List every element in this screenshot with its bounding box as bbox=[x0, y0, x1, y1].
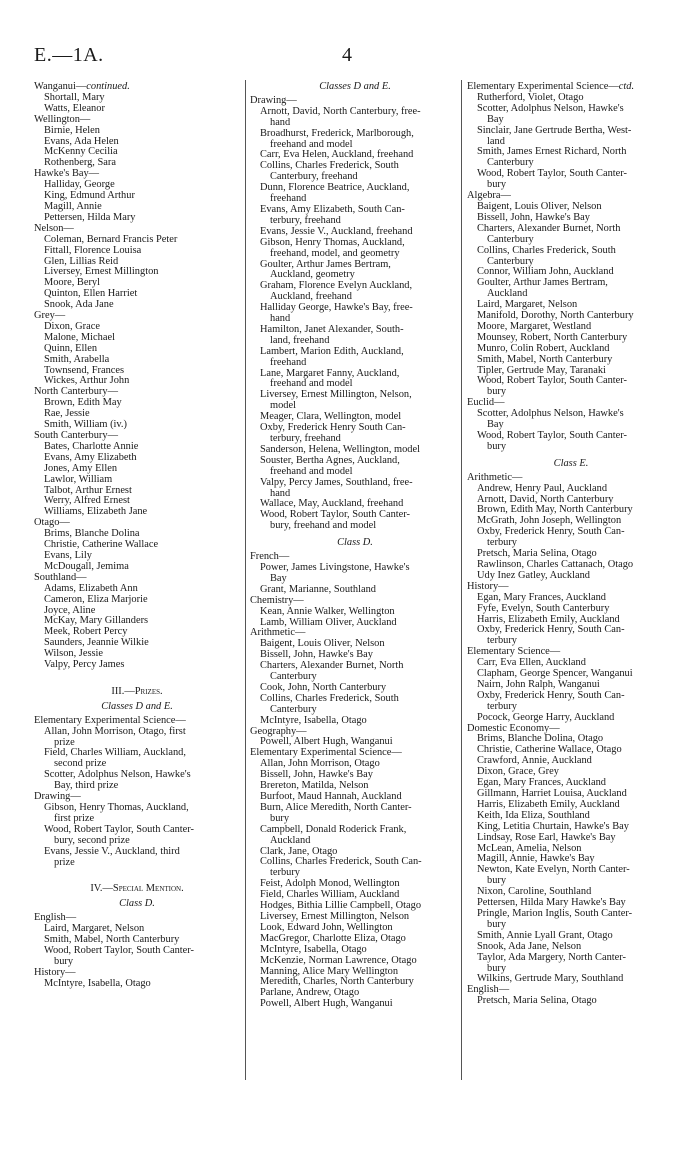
list-item: Clapham, George Spencer, Wanganui bbox=[477, 668, 633, 680]
subject-heading: Algebra— bbox=[467, 190, 511, 202]
list-item: Williams, Elizabeth Jane bbox=[44, 506, 148, 518]
district-heading: South Canterbury— bbox=[34, 430, 118, 441]
list-item-cont: bury bbox=[270, 812, 290, 824]
list-item: Scotter, Adolphus Nelson, Hawke's bbox=[477, 102, 624, 114]
class-heading: Class E. bbox=[553, 457, 589, 469]
list-item: Scotter, Adolphus Nelson, Hawke's bbox=[44, 769, 191, 781]
list-item: Udy Inez Gatley, Auckland bbox=[477, 569, 591, 581]
subject-heading: Chemistry— bbox=[250, 594, 304, 606]
list-item-cont: Bay bbox=[487, 419, 504, 431]
list-item: Pettersen, Hilda Mary bbox=[44, 211, 136, 223]
list-item: Brown, Edith May bbox=[44, 397, 122, 409]
list-item: Laird, Margaret, Nelson bbox=[477, 299, 578, 311]
list-item: Allan, John Morrison, Otago bbox=[260, 758, 380, 770]
list-item: Egan, Mary Frances, Auckland bbox=[477, 777, 606, 789]
class-heading: Class D. bbox=[337, 537, 373, 549]
list-item: Powell, Albert Hugh, Wanganui bbox=[260, 998, 393, 1010]
list-item-cont: first prize bbox=[54, 812, 95, 824]
list-item-cont: second prize bbox=[54, 758, 107, 770]
list-item: Christie, Catherine Wallace bbox=[44, 539, 159, 551]
list-item: Allan, John Morrison, Otago, first bbox=[44, 725, 186, 737]
list-item: Munro, Colin Robert, Auckland bbox=[477, 342, 610, 354]
list-item: Smith, Arabella bbox=[44, 353, 110, 365]
list-item-cont: model bbox=[270, 400, 296, 412]
list-item: Laird, Margaret, Nelson bbox=[44, 923, 145, 935]
list-item: McIntyre, Isabella, Otago bbox=[260, 943, 367, 955]
list-item: Harris, Elizabeth Emily, Auckland bbox=[477, 798, 620, 810]
list-item: Glen, Lillias Reid bbox=[44, 255, 119, 267]
list-item: Halliday George, Hawke's Bay, free- bbox=[260, 302, 413, 314]
list-item: Brims, Blanche Dolina bbox=[44, 528, 140, 540]
list-item: Souster, Bertha Agnes, Auckland, bbox=[260, 454, 400, 466]
list-item: Evans, Ada Helen bbox=[44, 135, 119, 147]
list-item-cont: bury bbox=[487, 962, 507, 974]
list-item-cont: Canterbury bbox=[487, 157, 534, 169]
district-heading: Hawke's Bay— bbox=[34, 168, 100, 180]
list-item-cont: freehand, model, and geometry bbox=[270, 247, 400, 259]
list-item: Smith, Mabel, North Canterbury bbox=[44, 934, 180, 946]
subject-heading: English— bbox=[34, 912, 77, 924]
subject-heading: Elementary Experimental Science— bbox=[34, 714, 186, 726]
classes-heading: Classes D and E. bbox=[101, 700, 173, 712]
list-item: Werry, Alfred Ernest bbox=[44, 495, 130, 507]
list-item-cont: bury, freehand and model bbox=[270, 520, 377, 532]
list-item-cont: Bay bbox=[270, 572, 287, 584]
subject-heading: Euclid— bbox=[467, 397, 505, 409]
list-item: Wallace, May, Auckland, freehand bbox=[260, 498, 404, 510]
list-item: Evans, Jessie V., Auckland, third bbox=[44, 845, 180, 857]
list-item: Brims, Blanche Dolina, Otago bbox=[477, 733, 604, 745]
list-item: Fittall, Florence Louisa bbox=[44, 244, 142, 256]
list-item: Snook, Ada Jane, Nelson bbox=[477, 940, 582, 952]
district-heading: Wanganui—continued. bbox=[34, 81, 130, 92]
list-item-cont: terbury, freehand bbox=[270, 214, 341, 226]
list-item: Cameron, Eliza Marjorie bbox=[44, 593, 148, 605]
subject-heading: French— bbox=[250, 551, 290, 563]
list-item: Brown, Edith May, North Canterbury bbox=[477, 504, 633, 516]
list-item: Collins, Charles Frederick, South bbox=[477, 244, 616, 256]
list-item: Quinn, Ellen bbox=[44, 342, 98, 354]
section-heading-special-mention: IV.—Special Mention. bbox=[90, 883, 184, 895]
list-item: Oxby, Frederick Henry, South Can- bbox=[477, 624, 625, 636]
column-2 bbox=[250, 82, 460, 1010]
list-item: Gibson, Henry Thomas, Auckland, bbox=[260, 236, 405, 248]
district-heading: North Canterbury— bbox=[34, 386, 118, 398]
list-item: Wood, Robert Taylor, South Canter- bbox=[44, 823, 194, 835]
list-item: Christie, Catherine Wallace, Otago bbox=[477, 744, 622, 756]
list-item: Crawford, Annie, Auckland bbox=[477, 755, 592, 767]
list-item: Smith, Annie Lyall Grant, Otago bbox=[477, 929, 613, 941]
list-item-cont: terbury bbox=[487, 635, 518, 647]
list-item-cont: Canterbury bbox=[487, 255, 534, 267]
district-heading: Nelson— bbox=[34, 222, 74, 234]
list-item-cont: terbury bbox=[487, 537, 518, 549]
list-item: Egan, Mary Frances, Auckland bbox=[477, 591, 606, 603]
list-item: Rothenberg, Sara bbox=[44, 157, 116, 169]
list-item: Nairn, John Ralph, Wanganui bbox=[477, 678, 600, 690]
list-item: Carr, Eva Helen, Auckland, freehand bbox=[260, 149, 414, 161]
list-item: MacGregor, Charlotte Eliza, Otago bbox=[260, 932, 406, 944]
list-item-cont: bury bbox=[487, 918, 507, 930]
list-item: Talbot, Arthur Ernest bbox=[44, 484, 132, 496]
list-item: Evans, Lily bbox=[44, 549, 92, 561]
list-item: Wood, Robert Taylor, South Canter- bbox=[477, 168, 627, 180]
district-heading: Grey— bbox=[34, 310, 66, 322]
list-item-cont: hand bbox=[270, 487, 291, 499]
list-item: McLean, Amelia, Nelson bbox=[477, 842, 582, 854]
list-item: Arnott, David, North Canterbury, free- bbox=[260, 105, 421, 117]
list-item-cont: Auckland, freehand bbox=[270, 291, 352, 303]
list-item: Arnott, David, North Canterbury bbox=[477, 493, 614, 505]
list-item: Keith, Ida Eliza, Southland bbox=[477, 809, 590, 821]
list-item: Graham, Florence Evelyn Auckland, bbox=[260, 280, 413, 292]
list-item-cont: freehand and model bbox=[270, 138, 353, 150]
list-item: Campbell, Donald Roderick Frank, bbox=[260, 823, 407, 835]
list-item: Pretsch, Maria Selina, Otago bbox=[477, 995, 597, 1007]
subject-heading: Arithmetic— bbox=[467, 471, 523, 483]
subject-heading: History— bbox=[34, 966, 76, 978]
list-item: Parlane, Andrew, Otago bbox=[260, 987, 360, 999]
list-item: Fyfe, Evelyn, South Canterbury bbox=[477, 602, 610, 614]
list-item-cont: terbury, freehand bbox=[270, 433, 341, 444]
list-item-cont: Canterbury, freehand bbox=[270, 171, 358, 183]
list-item: Jones, Amy Ellen bbox=[44, 462, 118, 474]
subject-heading: Elementary Experimental Science— bbox=[250, 747, 402, 759]
list-item-cont: prize bbox=[54, 856, 75, 868]
list-item: Goulter, Arthur James Bertram, bbox=[260, 258, 391, 270]
list-item-cont: Canterbury bbox=[270, 703, 317, 715]
list-item: Lindsay, Rose Earl, Hawke's Bay bbox=[477, 831, 616, 843]
list-item: Snook, Ada Jane bbox=[44, 299, 114, 311]
list-item-cont: bury, second prize bbox=[54, 834, 130, 846]
list-item: Charters, Alexander Burnet, North bbox=[477, 222, 621, 234]
list-item: Scotter, Adolphus Nelson, Hawke's bbox=[477, 408, 624, 420]
list-item: Pringle, Marion Inglis, South Canter- bbox=[477, 907, 633, 919]
list-item: Mounsey, Robert, North Canterbury bbox=[477, 331, 628, 343]
page-number: 4 bbox=[342, 44, 352, 66]
list-item-cont: freehand and model bbox=[270, 378, 353, 390]
list-item: Burfoot, Maud Hannah, Auckland bbox=[260, 791, 402, 802]
list-item-cont: bury bbox=[54, 955, 74, 967]
list-item: Pettersen, Hilda Mary Hawke's Bay bbox=[477, 897, 626, 909]
list-item: Valpy, Percy James, Southland, free- bbox=[260, 476, 413, 488]
list-item: Dixon, Grace, Grey bbox=[477, 766, 559, 778]
list-item: Bissell, John, Hawke's Bay bbox=[260, 769, 373, 781]
list-item: Pretsch, Maria Selina, Otago bbox=[477, 548, 597, 560]
list-item: Shortall, Mary bbox=[44, 91, 105, 103]
district-heading: Wellington— bbox=[34, 113, 91, 125]
list-item: McDougall, Jemima bbox=[44, 560, 129, 572]
list-item: Charters, Alexander Burnet, North bbox=[260, 660, 404, 672]
list-item: Lambert, Marion Edith, Auckland, bbox=[260, 345, 404, 357]
district-heading: Southland— bbox=[34, 571, 87, 583]
column-divider bbox=[245, 80, 246, 1080]
list-item: Power, James Livingstone, Hawke's bbox=[260, 561, 410, 573]
list-item: McIntyre, Isabella, Otago bbox=[260, 714, 367, 726]
subject-heading: Geography— bbox=[250, 725, 307, 737]
list-item-cont: freehand and model bbox=[270, 465, 353, 477]
list-item-cont: bury bbox=[487, 440, 507, 452]
list-item: Wood, Robert Taylor, South Canter- bbox=[477, 375, 627, 387]
list-item: Collins, Charles Frederick, South bbox=[260, 160, 399, 172]
list-item: Goulter, Arthur James Bertram, bbox=[477, 277, 608, 289]
list-item: Wood, Robert Taylor, South Canter- bbox=[260, 509, 410, 521]
list-item: Bates, Charlotte Annie bbox=[44, 440, 139, 452]
list-item: Wood, Robert Taylor, South Canter- bbox=[44, 944, 194, 956]
list-item: Powell, Albert Hugh, Wanganui bbox=[260, 736, 393, 748]
list-item-cont: Canterbury bbox=[270, 671, 317, 683]
list-item: Sanderson, Helena, Wellington, model bbox=[260, 443, 420, 455]
list-item: Taylor, Ada Margery, North Canter- bbox=[477, 951, 626, 963]
list-item-cont: Auckland, geometry bbox=[270, 269, 355, 281]
list-item: McIntyre, Isabella, Otago bbox=[44, 977, 151, 989]
column-divider bbox=[461, 80, 462, 1080]
list-item-cont: terbury bbox=[270, 867, 301, 879]
list-item: Magill, Annie, Hawke's Bay bbox=[477, 853, 595, 865]
list-item: Rae, Jessie bbox=[44, 408, 90, 420]
list-item: Moore, Margaret, Westland bbox=[477, 320, 592, 332]
list-item: Baigent, Louis Oliver, Nelson bbox=[477, 200, 602, 212]
list-item: Hamilton, Janet Alexander, South- bbox=[260, 323, 404, 335]
list-item: Cook, John, North Canterbury bbox=[260, 681, 387, 693]
list-item: Liversey, Ernest Millington bbox=[44, 266, 159, 278]
list-item: Oxby, Frederick Henry South Can- bbox=[260, 422, 406, 434]
list-item: Kean, Annie Walker, Wellington bbox=[260, 605, 395, 617]
list-item: Saunders, Jeannie Wilkie bbox=[44, 637, 149, 649]
district-heading: Otago— bbox=[34, 517, 70, 529]
list-item: Smith, Mabel, North Canterbury bbox=[477, 353, 613, 365]
list-item: Birnie, Helen bbox=[44, 124, 100, 136]
list-item: Field, Charles William, Auckland bbox=[260, 889, 400, 901]
list-item: Feist, Adolph Monod, Wellington bbox=[260, 878, 400, 890]
list-item: Dixon, Grace bbox=[44, 320, 100, 332]
list-item: Wickes, Arthur John bbox=[44, 375, 130, 387]
list-item: Manifold, Dorothy, North Canterbury bbox=[477, 310, 634, 322]
list-item-cont: Auckland bbox=[270, 834, 311, 846]
list-item: Gibson, Henry Thomas, Auckland, bbox=[44, 802, 189, 813]
list-item: Quinton, Ellen Harriet bbox=[44, 288, 138, 300]
list-item: Gillmann, Harriet Louisa, Auckland bbox=[477, 788, 627, 799]
list-item: Evans, Amy Elizabeth, South Can- bbox=[260, 203, 405, 215]
list-item: Rawlinson, Charles Cattanach, Otago bbox=[477, 558, 634, 570]
list-item: King, Letitia Churtain, Hawke's Bay bbox=[477, 820, 629, 832]
subject-heading: English— bbox=[467, 984, 510, 996]
list-item: McKay, Mary Gillanders bbox=[44, 615, 149, 627]
list-item: Wilkins, Gertrude Mary, Southland bbox=[477, 973, 624, 985]
list-item: Evans, Jessie V., Auckland, freehand bbox=[260, 225, 413, 237]
list-item: Grant, Marianne, Southland bbox=[260, 583, 377, 595]
list-item-cont: bury bbox=[487, 386, 507, 398]
list-item: Harris, Elizabeth Emily, Auckland bbox=[477, 613, 620, 625]
list-item: Carr, Eva Ellen, Auckland bbox=[477, 657, 586, 669]
list-item: Field, Charles William, Auckland, bbox=[44, 747, 186, 759]
list-item-cont: Canterbury bbox=[487, 233, 534, 245]
subject-heading: Arithmetic— bbox=[250, 627, 306, 639]
list-item: Connor, William John, Auckland bbox=[477, 266, 614, 278]
list-item-cont: Bay, third prize bbox=[54, 780, 119, 792]
list-item-cont: bury bbox=[487, 179, 507, 191]
list-item: Sinclair, Jane Gertrude Bertha, West- bbox=[477, 124, 632, 136]
list-item: Nixon, Caroline, Southland bbox=[477, 886, 592, 898]
list-item-cont: Bay bbox=[487, 113, 504, 125]
page-header bbox=[34, 44, 674, 68]
list-item: Collins, Charles Frederick, South Can- bbox=[260, 856, 422, 868]
list-item: Broadhurst, Frederick, Marlborough, bbox=[260, 127, 414, 139]
list-item: Lawlor, William bbox=[44, 473, 113, 485]
list-item: Evans, Amy Elizabeth bbox=[44, 451, 137, 463]
list-item: Newton, Kate Evelyn, North Canter- bbox=[477, 864, 630, 876]
subject-heading: Drawing— bbox=[250, 94, 297, 106]
subject-heading: Elementary Experimental Science—ctd. bbox=[467, 81, 635, 92]
classes-heading: Classes D and E. bbox=[319, 81, 391, 92]
list-item: Valpy, Percy James bbox=[44, 659, 125, 671]
subject-heading: Drawing— bbox=[34, 791, 81, 803]
list-item: King, Edmund Arthur bbox=[44, 190, 135, 202]
list-item: Tipler, Gertrude May, Taranaki bbox=[477, 364, 606, 376]
list-item: Hodges, Bithia Lillie Campbell, Otago bbox=[260, 900, 422, 912]
list-item: Bissell, John, Hawke's Bay bbox=[477, 211, 590, 223]
list-item-cont: land, freehand bbox=[270, 334, 330, 346]
column-3 bbox=[467, 82, 675, 1007]
list-item: Lamb, William Oliver, Auckland bbox=[260, 616, 397, 628]
list-item: Oxby, Frederick Henry, South Can- bbox=[477, 689, 625, 701]
list-item: Moore, Beryl bbox=[44, 277, 100, 289]
list-item-cont: land bbox=[487, 135, 505, 147]
list-item: Burn, Alice Meredith, North Canter- bbox=[260, 801, 412, 813]
list-item: Bissell, John, Hawke's Bay bbox=[260, 649, 373, 661]
list-item: Look, Edward John, Wellington bbox=[260, 921, 393, 933]
list-item: McGrath, John Joseph, Wellington bbox=[477, 515, 622, 527]
list-item: Andrew, Henry Paul, Auckland bbox=[477, 482, 608, 494]
list-item: McKenny Cecilia bbox=[44, 146, 118, 158]
list-item: Lane, Margaret Fanny, Auckland, bbox=[260, 367, 400, 379]
list-item-cont: Auckland bbox=[487, 288, 528, 300]
list-item-cont: hand bbox=[270, 116, 291, 128]
list-item-cont: bury bbox=[487, 875, 507, 887]
class-heading: Class D. bbox=[119, 898, 155, 910]
column-1 bbox=[34, 82, 240, 990]
subject-heading: Domestic Economy— bbox=[467, 722, 560, 734]
list-item: McKenzie, Norman Lawrence, Otago bbox=[260, 954, 417, 966]
list-item-cont: hand bbox=[270, 313, 291, 325]
list-item: Malone, Michael bbox=[44, 331, 115, 343]
list-item: Meager, Clara, Wellington, model bbox=[260, 411, 402, 423]
list-item: Joyce, Aline bbox=[44, 604, 96, 616]
list-item: Manning, Alice Mary Wellington bbox=[260, 965, 399, 977]
list-item-cont: prize bbox=[54, 736, 75, 748]
list-item: Baigent, Louis Oliver, Nelson bbox=[260, 638, 385, 650]
list-item: Watts, Eleanor bbox=[44, 102, 105, 114]
list-item: Rutherford, Violet, Otago bbox=[477, 91, 584, 103]
list-item: Adams, Elizabeth Ann bbox=[44, 582, 138, 594]
list-item-cont: freehand bbox=[270, 356, 307, 368]
list-item: Collins, Charles Frederick, South bbox=[260, 692, 399, 704]
list-item: Clark, Jane, Otago bbox=[260, 845, 338, 857]
subject-heading: History— bbox=[467, 580, 509, 592]
report-code: E.—1A. bbox=[34, 44, 104, 66]
list-item: Meredith, Charles, North Canterbury bbox=[260, 976, 414, 988]
list-item: Liversey, Ernest Millington, Nelson, bbox=[260, 389, 412, 401]
list-item: Townsend, Frances bbox=[44, 364, 125, 376]
section-heading-prizes: III.—Prizes. bbox=[111, 685, 163, 697]
list-item: Coleman, Bernard Francis Peter bbox=[44, 233, 178, 245]
list-item: Magill, Annie bbox=[44, 200, 102, 212]
subject-heading: Elementary Science— bbox=[467, 646, 561, 658]
list-item: Dunn, Florence Beatrice, Auckland, bbox=[260, 182, 410, 194]
list-item: Meek, Robert Percy bbox=[44, 626, 128, 638]
list-item-cont: freehand bbox=[270, 193, 307, 205]
list-item: Smith, James Ernest Richard, North bbox=[477, 146, 627, 158]
list-item: Wilson, Jessie bbox=[44, 648, 104, 660]
list-item: Halliday, George bbox=[44, 179, 115, 191]
list-item: Smith, William (iv.) bbox=[44, 419, 127, 431]
list-item: Oxby, Frederick Henry, South Can- bbox=[477, 526, 625, 538]
list-item: Pocock, George Harry, Auckland bbox=[477, 711, 615, 723]
list-item: Brereton, Matilda, Nelson bbox=[260, 780, 369, 792]
list-item: Liversey, Ernest Millington, Nelson bbox=[260, 910, 410, 922]
list-item-cont: terbury bbox=[487, 700, 518, 712]
list-item: Wood, Robert Taylor, South Canter- bbox=[477, 430, 627, 441]
